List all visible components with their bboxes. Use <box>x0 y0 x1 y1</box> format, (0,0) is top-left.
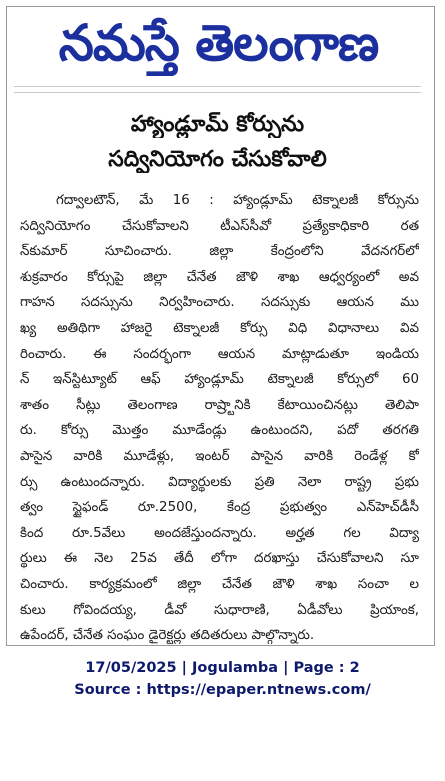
article-body-line: గాహన సదస్సును నిర్వహించారు. సదస్సుకు ఆయన ము <box>20 295 419 311</box>
article-body-line: రించారు. ఈ సందర్భంగా ఆయన మాట్లాడుతూ ఇండియ <box>20 346 419 362</box>
article-body-line: రు. కోర్సు మొత్తం మూడేండ్లు ఉంటుందని, పదో తరగతి <box>20 423 419 439</box>
article-body-line: న్‌కుమార్ సూచించారు. జిల్లా కేంద్రంలోని వేదనగర్‌లో <box>20 244 419 260</box>
article-body <box>20 188 419 649</box>
masthead-divider <box>14 86 421 87</box>
article-body-line: న్ ఇన్‌స్టిట్యూట్ ఆఫ్ హ్యాండ్లూమ్ టెక్నాలజీ కోర్సులో 60 <box>20 372 419 388</box>
edition-info: 17/05/2025 | Jogulamba | Page : 2 <box>85 660 360 676</box>
article-body-line: చించారు. కార్యక్రమంలో జిల్లా చేనేత జౌళి శాఖ సంచా ల <box>20 576 419 592</box>
article-body-line: శాతం సీట్లు తెలంగాణ రాష్ర్టానికి కేటాయించినట్లు తెలిపా <box>20 397 419 413</box>
article-body-line: సద్వినియోగం చేసుకోవాలని టీఎస్‌సీవో ప్రత్యేకాధికారి రత <box>20 218 419 234</box>
article-headline-line-1: హ్యాండ్లూమ్ కోర్సును <box>130 112 305 137</box>
article-body-line: త్వం స్టైఫండ్ రూ.2500, కేంద్ర ప్రభుత్వం ఎన్‌హెచ్‌డీసీ <box>20 500 419 516</box>
masthead-divider-secondary <box>14 92 421 93</box>
article-body-line: గద్వాలటౌన్, మే 16 : హ్యాండ్లూమ్ టెక్నాలజీ కోర్సును <box>56 193 419 208</box>
article-body-line: ఉపేందర్, చేనేత సంఘం డైరెక్టర్లు తదితరులు పాల్గొన్నారు. <box>20 628 315 644</box>
article-body-line: శుక్రవారం కోర్సుపై జిల్లా చేనేత జౌళి శాఖ ఆధ్వర్యంలో అవ <box>20 269 419 285</box>
article-body-line: కింద రూ.5వేలు అందజేస్తుందన్నారు. అర్హత గల విద్యా <box>20 525 419 541</box>
newspaper-masthead: నమస్తే తెలంగాణ <box>58 14 379 72</box>
article-body-line: కులు గోవిందయ్య, డీవో సుధారాణి, ఏడీవోలు ప్రియాంక, <box>20 602 419 618</box>
article-body-line: పాసైన వారికి మూడేళ్లు, ఇంటర్ పాసైన వారికి రెండేళ్ల కో <box>20 448 419 464</box>
article-body-line: ర్థులు ఈ నెల 25వ తేదీ లోగా దరఖాస్తు చేసుకోవాలని సూ <box>20 551 419 567</box>
article-body-line: ఖ్య అతిథిగా హాజరై టెక్నాలజీ కోర్సు విధి విధానాలు వివ <box>20 320 419 336</box>
source-link[interactable]: Source : https://epaper.ntnews.com/ <box>74 682 371 698</box>
article-headline-line-2: సద్వినియోగం చేసుకోవాలి <box>108 147 327 172</box>
article-body-line: ర్సు ఉంటుందన్నారు. విద్యార్థులకు ప్రతి నెలా రాష్ట్ర ప్రభు <box>20 474 419 490</box>
